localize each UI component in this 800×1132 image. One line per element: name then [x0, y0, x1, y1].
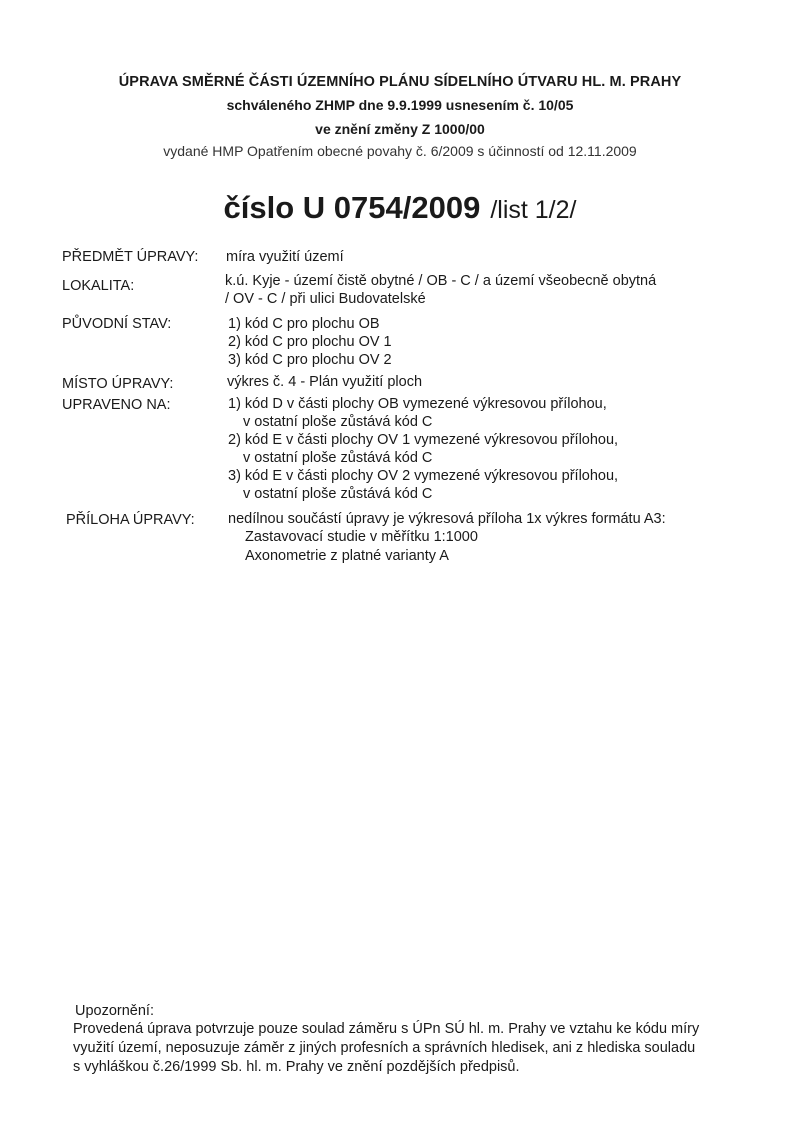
puvodni-label: PŮVODNÍ STAV:	[62, 316, 172, 332]
priloha-line-2: Axonometrie z platné varianty A	[245, 548, 449, 564]
priloha-main: nedílnou součástí úpravy je výkresová příloha 1x výkres formátu A3:	[228, 511, 666, 527]
upraveno-item-2-sub: v ostatní ploše zůstává kód C	[243, 450, 433, 466]
upraveno-item-1-sub: v ostatní ploše zůstává kód C	[243, 414, 433, 430]
puvodni-line-3: 3) kód C pro plochu OV 2	[228, 352, 392, 368]
document-title	[0, 190, 800, 226]
misto-value: výkres č. 4 - Plán využití ploch	[227, 374, 423, 390]
header-line-3: ve znění změny Z 1000/00	[315, 121, 485, 137]
puvodni-line-1: 1) kód C pro plochu OB	[228, 316, 380, 332]
header-line-4: vydané HMP Opatřením obecné povahy č. 6/2009 s účinností od 12.11.2009	[163, 143, 637, 159]
upraveno-item-3: 3) kód E v části plochy OV 2 vymezené výkresovou přílohou,	[228, 468, 619, 484]
predmet-value: míra využití území	[226, 249, 344, 265]
puvodni-line-2: 2) kód C pro plochu OV 1	[228, 334, 392, 350]
notice-line-3: s vyhláškou č.26/1999 Sb. hl. m. Prahy ve znění pozdějších předpisů.	[73, 1059, 520, 1075]
predmet-label: PŘEDMĚT ÚPRAVY:	[62, 249, 199, 265]
lokalita-line-2: / OV - C / při ulici Budovatelské	[225, 291, 426, 307]
upraveno-item-3-sub: v ostatní ploše zůstává kód C	[243, 486, 433, 502]
notice-heading: Upozornění:	[75, 1003, 154, 1019]
lokalita-line-1: k.ú. Kyje - území čistě obytné / OB - C / a území všeobecně obytná	[225, 273, 657, 289]
upraveno-item-1: 1) kód D v části plochy OB vymezené výkresovou přílohou,	[228, 396, 607, 412]
document-number: číslo U 0754/2009	[223, 190, 481, 225]
lokalita-label: LOKALITA:	[62, 278, 135, 294]
sheet-number: /list 1/2/	[490, 196, 577, 224]
header-line-2: schváleného ZHMP dne 9.9.1999 usnesením č. 10/05	[226, 97, 574, 113]
header-line-1: ÚPRAVA SMĚRNÉ ČÁSTI ÚZEMNÍHO PLÁNU SÍDELNÍHO ÚTVARU HL. M. PRAHY	[118, 74, 682, 90]
priloha-label: PŘÍLOHA ÚPRAVY:	[66, 512, 195, 528]
upraveno-label: UPRAVENO NA:	[62, 397, 171, 413]
priloha-line-1: Zastavovací studie v měřítku 1:1000	[245, 529, 478, 545]
upraveno-item-2: 2) kód E v části plochy OV 1 vymezené výkresovou přílohou,	[228, 432, 619, 448]
notice-line-2: využití území, neposuzuje záměr z jiných profesních a správních hledisek, ani z hlediska souladu	[73, 1040, 696, 1056]
notice-line-1: Provedená úprava potvrzuje pouze soulad záměru s ÚPn SÚ hl. m. Prahy ve vztahu ke kódu míry	[73, 1021, 700, 1037]
misto-label: MÍSTO ÚPRAVY:	[62, 376, 174, 392]
